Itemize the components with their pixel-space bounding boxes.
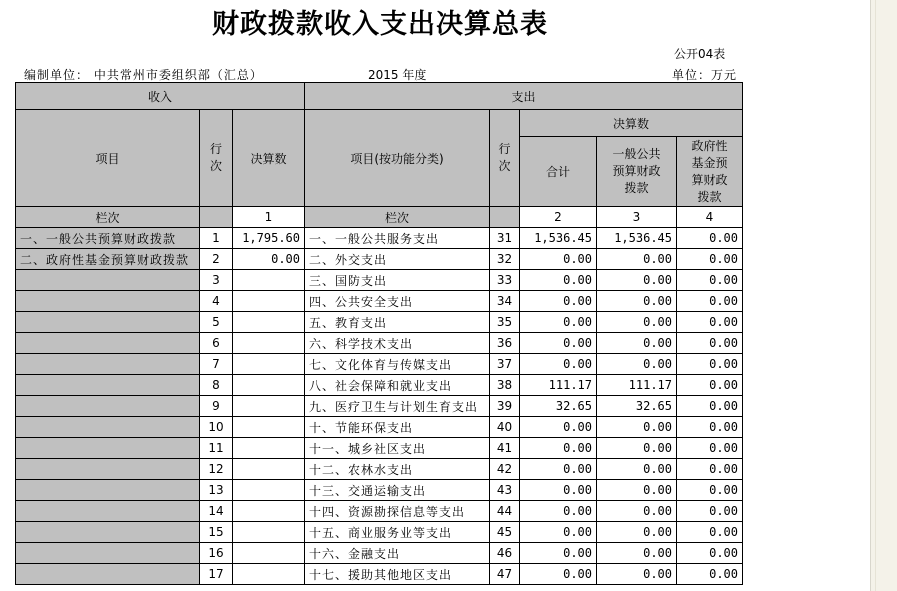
table-row — [16, 459, 743, 480]
table-row — [16, 396, 743, 417]
gov-fund-cell: 0.00 — [677, 354, 743, 375]
expense-header: 支出 — [305, 83, 743, 110]
income-item-cell — [16, 459, 200, 480]
total-cell: 0.00 — [520, 543, 597, 564]
income-amount-cell: 0.00 — [233, 249, 305, 270]
column-index-3: 3 — [597, 207, 677, 228]
general-budget-cell: 0.00 — [597, 312, 677, 333]
total-cell: 0.00 — [520, 438, 597, 459]
general-budget-cell: 0.00 — [597, 417, 677, 438]
gov-fund-cell: 0.00 — [677, 396, 743, 417]
income-rowno-cell: 2 — [200, 249, 233, 270]
total-header: 合计 — [520, 137, 597, 207]
expense-item-cell: 十四、资源勘探信息等支出 — [305, 501, 490, 522]
table-row — [16, 333, 743, 354]
gov-fund-cell: 0.00 — [677, 270, 743, 291]
income-amount-cell — [233, 354, 305, 375]
income-item-cell — [16, 417, 200, 438]
income-item-cell — [16, 543, 200, 564]
expense-item-cell: 十六、金融支出 — [305, 543, 490, 564]
income-header: 收入 — [16, 83, 305, 110]
table-row — [16, 249, 743, 270]
general-budget-cell: 0.00 — [597, 522, 677, 543]
gutter-edge — [875, 0, 876, 591]
total-cell: 0.00 — [520, 333, 597, 354]
table-row — [16, 438, 743, 459]
table-row — [16, 543, 743, 564]
income-amount-cell — [233, 522, 305, 543]
income-item-cell — [16, 375, 200, 396]
expense-item-cell: 十三、交通运输支出 — [305, 480, 490, 501]
income-rowno-cell: 16 — [200, 543, 233, 564]
income-amount-cell — [233, 375, 305, 396]
gov-fund-cell: 0.00 — [677, 417, 743, 438]
income-amount-cell — [233, 438, 305, 459]
table-row — [16, 375, 743, 396]
income-rowno-cell: 9 — [200, 396, 233, 417]
general-budget-cell: 0.00 — [597, 438, 677, 459]
general-budget-cell: 0.00 — [597, 480, 677, 501]
report-title: 财政拨款收入支出决算总表 — [212, 9, 548, 40]
general-budget-cell: 0.00 — [597, 564, 677, 585]
income-item-header: 项目 — [16, 110, 200, 207]
unit-label: 单位：万元 — [672, 68, 738, 82]
gov-fund-cell: 0.00 — [677, 480, 743, 501]
income-amount-cell — [233, 564, 305, 585]
income-item-cell: 二、政府性基金预算财政拨款 — [16, 249, 200, 270]
income-rowno-header — [200, 110, 233, 207]
general-budget-cell: 0.00 — [597, 459, 677, 480]
table-row — [16, 291, 743, 312]
column-index-blank — [200, 207, 233, 228]
column-index-4: 4 — [677, 207, 743, 228]
table-row — [16, 354, 743, 375]
general-budget-text: 一般公共 预算财政 拨款 — [612, 147, 661, 195]
expense-rowno-cell: 36 — [490, 333, 520, 354]
table-row — [16, 501, 743, 522]
gov-fund-cell: 0.00 — [677, 543, 743, 564]
erowno-header-text: 行 次 — [498, 142, 511, 173]
general-budget-cell: 0.00 — [597, 354, 677, 375]
income-rowno-cell: 11 — [200, 438, 233, 459]
total-cell: 0.00 — [520, 564, 597, 585]
income-rowno-cell: 4 — [200, 291, 233, 312]
gov-fund-cell: 0.00 — [677, 459, 743, 480]
gov-fund-cell: 0.00 — [677, 333, 743, 354]
expense-rowno-cell: 47 — [490, 564, 520, 585]
income-rowno-cell: 17 — [200, 564, 233, 585]
gov-fund-cell: 0.00 — [677, 438, 743, 459]
gov-fund-header — [677, 137, 743, 207]
expense-item-header: 项目(按功能分类) — [305, 110, 490, 207]
gov-fund-cell: 0.00 — [677, 501, 743, 522]
expense-rowno-cell: 45 — [490, 522, 520, 543]
table-row — [16, 312, 743, 333]
column-index-1: 1 — [233, 207, 305, 228]
expense-final-header: 决算数 — [520, 110, 743, 137]
expense-item-cell: 十五、商业服务业等支出 — [305, 522, 490, 543]
expense-item-cell: 十七、援助其他地区支出 — [305, 564, 490, 585]
total-cell: 0.00 — [520, 291, 597, 312]
income-rowno-cell: 13 — [200, 480, 233, 501]
expense-rowno-cell: 46 — [490, 543, 520, 564]
expense-item-cell: 六、科学技术支出 — [305, 333, 490, 354]
income-rowno-cell: 1 — [200, 228, 233, 249]
income-item-cell — [16, 270, 200, 291]
expense-item-cell: 十、节能环保支出 — [305, 417, 490, 438]
expense-item-cell: 九、医疗卫生与计划生育支出 — [305, 396, 490, 417]
gov-fund-cell: 0.00 — [677, 291, 743, 312]
income-rowno-cell: 3 — [200, 270, 233, 291]
expense-item-cell: 十二、农林水支出 — [305, 459, 490, 480]
table-row — [16, 480, 743, 501]
expense-item-cell: 八、社会保障和就业支出 — [305, 375, 490, 396]
expense-rowno-cell: 31 — [490, 228, 520, 249]
expense-item-cell: 四、公共安全支出 — [305, 291, 490, 312]
income-rowno-cell: 12 — [200, 459, 233, 480]
table-row — [16, 522, 743, 543]
income-item-cell — [16, 438, 200, 459]
income-rowno-cell: 7 — [200, 354, 233, 375]
expense-rowno-cell: 37 — [490, 354, 520, 375]
expense-rowno-cell: 35 — [490, 312, 520, 333]
income-rowno-cell: 5 — [200, 312, 233, 333]
income-rowno-cell: 10 — [200, 417, 233, 438]
expense-rowno-cell: 34 — [490, 291, 520, 312]
total-cell: 0.00 — [520, 417, 597, 438]
income-item-cell — [16, 501, 200, 522]
expense-rowno-cell: 41 — [490, 438, 520, 459]
income-amount-cell — [233, 396, 305, 417]
general-budget-cell: 0.00 — [597, 501, 677, 522]
general-budget-cell: 0.00 — [597, 291, 677, 312]
org-label: 编制单位： 中共常州市委组织部（汇总） — [24, 68, 263, 82]
gov-fund-cell: 0.00 — [677, 228, 743, 249]
general-budget-header — [597, 137, 677, 207]
total-cell: 111.17 — [520, 375, 597, 396]
table-row — [16, 417, 743, 438]
table-row — [16, 270, 743, 291]
expense-item-cell: 一、一般公共服务支出 — [305, 228, 490, 249]
income-item-cell — [16, 522, 200, 543]
income-item-cell — [16, 312, 200, 333]
income-amount-cell — [233, 333, 305, 354]
general-budget-cell: 32.65 — [597, 396, 677, 417]
rowno-header-text: 行 次 — [209, 142, 222, 173]
report-year: 2015 年度 — [368, 68, 427, 82]
general-budget-cell: 0.00 — [597, 249, 677, 270]
table-row — [16, 228, 743, 249]
income-amount-cell: 1,795.60 — [233, 228, 305, 249]
gov-fund-cell: 0.00 — [677, 375, 743, 396]
income-rowno-cell: 15 — [200, 522, 233, 543]
income-amount-cell — [233, 417, 305, 438]
income-item-cell: 一、一般公共预算财政拨款 — [16, 228, 200, 249]
gov-fund-text: 政府性 基金预 算财政 拨款 — [691, 138, 728, 204]
income-amount-cell — [233, 459, 305, 480]
income-rowno-cell: 14 — [200, 501, 233, 522]
total-cell: 0.00 — [520, 354, 597, 375]
scroll-gutter — [870, 0, 897, 591]
expense-rowno-cell: 32 — [490, 249, 520, 270]
expense-rowno-cell: 38 — [490, 375, 520, 396]
expense-item-cell: 三、国防支出 — [305, 270, 490, 291]
general-budget-cell: 111.17 — [597, 375, 677, 396]
total-cell: 1,536.45 — [520, 228, 597, 249]
total-cell: 0.00 — [520, 501, 597, 522]
income-item-cell — [16, 396, 200, 417]
income-rowno-cell: 8 — [200, 375, 233, 396]
income-item-cell — [16, 333, 200, 354]
general-budget-cell: 0.00 — [597, 270, 677, 291]
income-item-cell — [16, 480, 200, 501]
gov-fund-cell: 0.00 — [677, 564, 743, 585]
income-rowno-cell: 6 — [200, 333, 233, 354]
income-amount-cell — [233, 501, 305, 522]
expense-rowno-cell: 39 — [490, 396, 520, 417]
expense-item-cell: 五、教育支出 — [305, 312, 490, 333]
expense-rowno-cell: 42 — [490, 459, 520, 480]
form-code: 公开04表 — [674, 47, 726, 61]
expense-item-cell: 二、外交支出 — [305, 249, 490, 270]
income-item-cell — [16, 354, 200, 375]
column-index-blank-2 — [490, 207, 520, 228]
income-amount-cell — [233, 480, 305, 501]
income-item-cell — [16, 564, 200, 585]
expense-rowno-cell: 44 — [490, 501, 520, 522]
total-cell: 0.00 — [520, 270, 597, 291]
column-index-2: 2 — [520, 207, 597, 228]
expense-rowno-cell: 43 — [490, 480, 520, 501]
expense-rowno-cell: 33 — [490, 270, 520, 291]
income-amount-cell — [233, 270, 305, 291]
table-row — [16, 564, 743, 585]
total-cell: 0.00 — [520, 480, 597, 501]
expense-rowno-header — [490, 110, 520, 207]
total-cell: 0.00 — [520, 249, 597, 270]
income-amount-cell — [233, 312, 305, 333]
column-index-label-right: 栏次 — [305, 207, 490, 228]
expense-rowno-cell: 40 — [490, 417, 520, 438]
general-budget-cell: 1,536.45 — [597, 228, 677, 249]
income-amount-cell — [233, 291, 305, 312]
total-cell: 0.00 — [520, 312, 597, 333]
income-item-cell — [16, 291, 200, 312]
budget-table — [15, 82, 743, 585]
gov-fund-cell: 0.00 — [677, 312, 743, 333]
total-cell: 0.00 — [520, 459, 597, 480]
total-cell: 32.65 — [520, 396, 597, 417]
gov-fund-cell: 0.00 — [677, 249, 743, 270]
general-budget-cell: 0.00 — [597, 333, 677, 354]
gov-fund-cell: 0.00 — [677, 522, 743, 543]
income-amount-cell — [233, 543, 305, 564]
total-cell: 0.00 — [520, 522, 597, 543]
expense-item-cell: 十一、城乡社区支出 — [305, 438, 490, 459]
general-budget-cell: 0.00 — [597, 543, 677, 564]
expense-item-cell: 七、文化体育与传媒支出 — [305, 354, 490, 375]
column-index-label-left: 栏次 — [16, 207, 200, 228]
income-amount-header: 决算数 — [233, 110, 305, 207]
